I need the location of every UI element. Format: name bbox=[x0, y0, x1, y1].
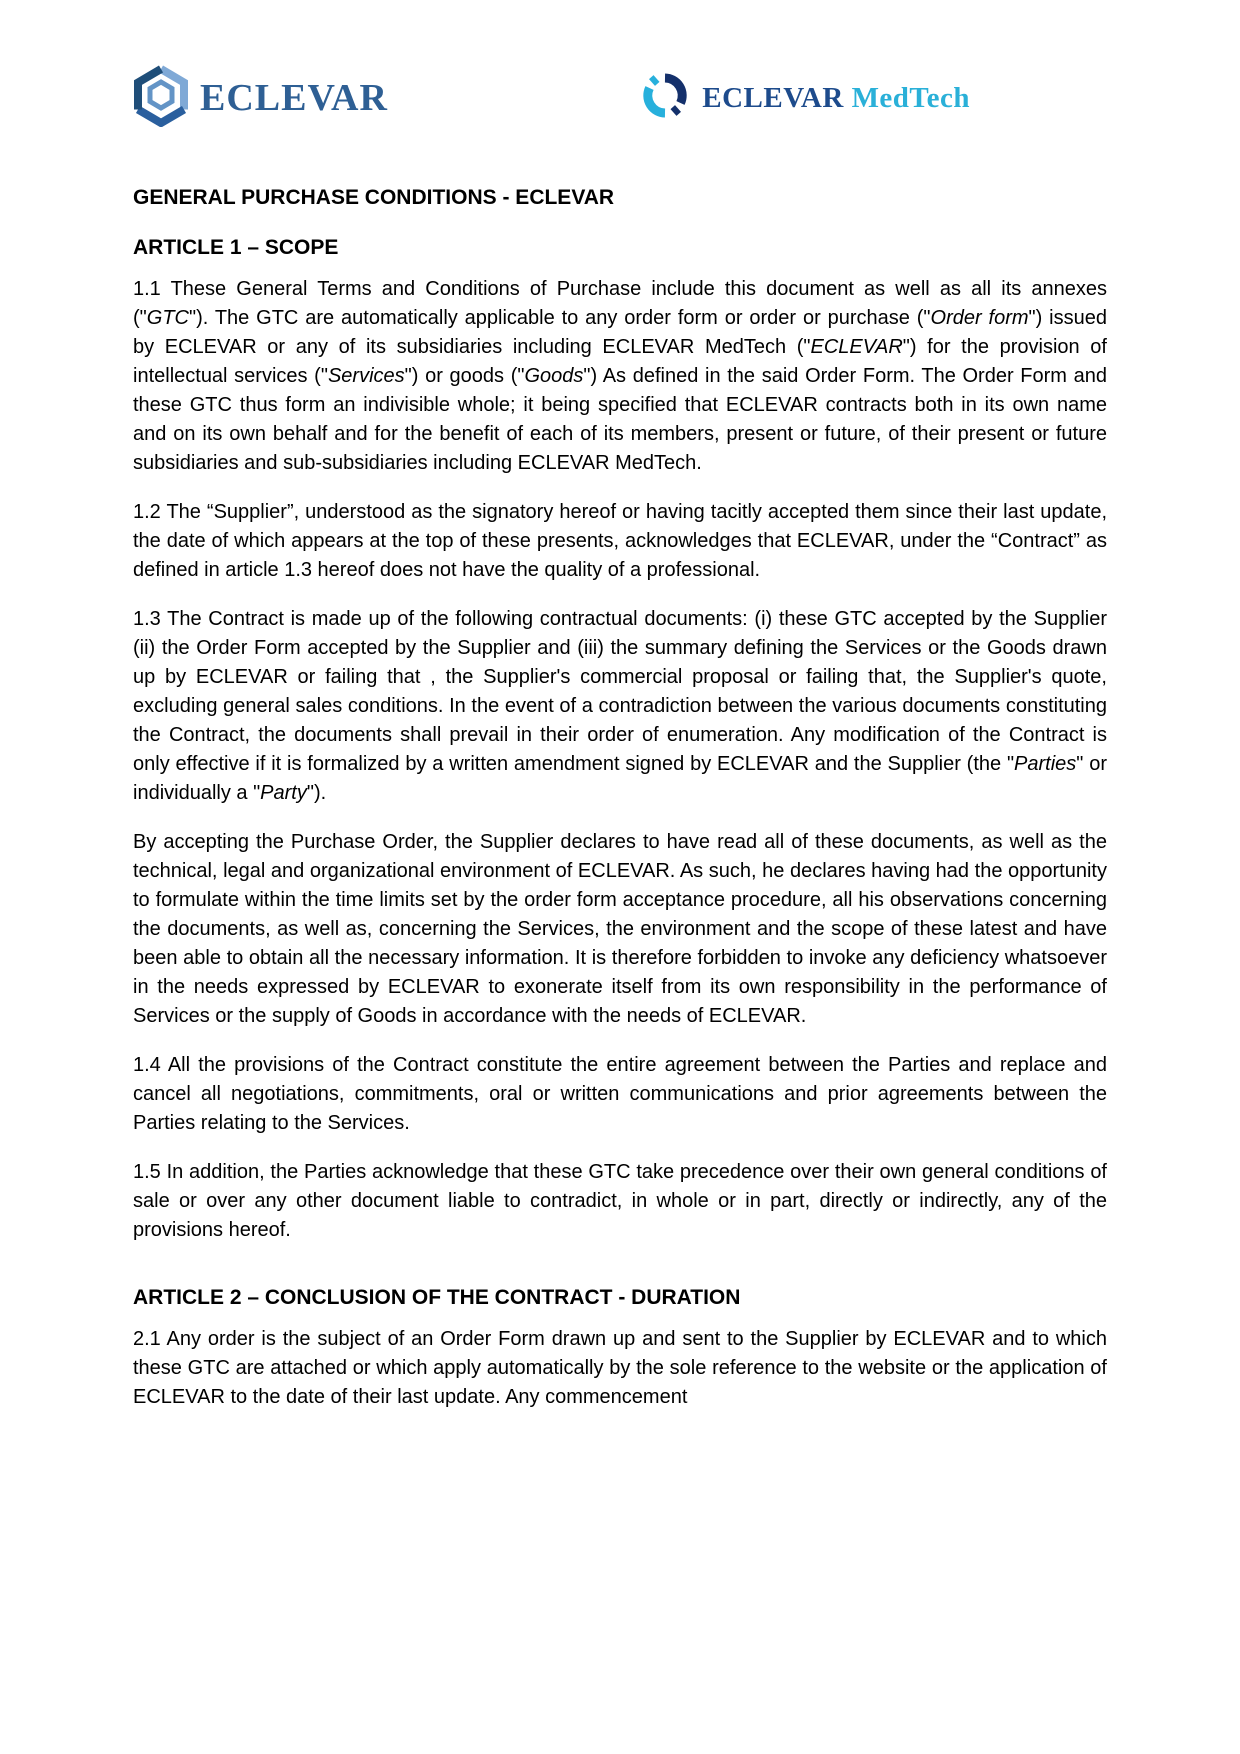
paragraph bbox=[133, 605, 1107, 808]
paragraph-text: 2.1 Any order is the subject of an Order Form drawn up and sent to the Supplier by ECLEVAR and to which these GTC are attached or which apply automatically by the sole reference to the website or the application of ECLEVAR to the date of their last update. Any commencement bbox=[133, 1328, 1107, 1408]
eclevar-logo bbox=[133, 65, 388, 132]
page-header bbox=[133, 70, 1107, 126]
paragraph-text: "). bbox=[306, 782, 327, 804]
paragraph bbox=[133, 1158, 1107, 1245]
brand-primary-text: ECLEVAR bbox=[702, 81, 844, 114]
section-heading: ARTICLE 2 – CONCLUSION OF THE CONTRACT - DURATION bbox=[133, 1286, 741, 1309]
section-heading: ARTICLE 1 – SCOPE bbox=[133, 236, 339, 259]
paragraph-text: 1.3 The Contract is made up of the following contractual documents: (i) these GTC accepted by the Supplier (ii) the Order Form accepted by the Supplier and (iii) the summary defining the Services or the Goods drawn up by ECLEVAR or failing that , the Supplier's commercial proposal or failing that, the Supplier's quote, excluding general sales conditions. In the event of a contradiction between the various documents constituting the Contract, the documents shall prevail in their order of enumeration. Any modification of the Contract is only effective if it is formalized by a written amendment signed by ECLEVAR and the Supplier (the " bbox=[133, 608, 1107, 775]
paragraph bbox=[133, 828, 1107, 1031]
paragraph bbox=[133, 275, 1107, 478]
paragraph-text: 1.1 These General Terms and Conditions of Purchase include this document as well as all its annexes (" bbox=[133, 278, 1107, 329]
paragraph-text: "). The GTC are automatically applicable to any order form or order or purchase (" bbox=[188, 307, 931, 329]
paragraph bbox=[133, 1325, 1107, 1412]
defined-term: Services bbox=[327, 365, 405, 387]
eclevar-medtech-logo-text bbox=[702, 81, 970, 114]
defined-term: GTC bbox=[146, 307, 189, 329]
paragraph-text: ") for the provision of intellectual services (" bbox=[133, 336, 1107, 387]
circular-knot-icon bbox=[642, 72, 688, 124]
defined-term: Parties bbox=[1014, 753, 1077, 775]
paragraph bbox=[133, 1051, 1107, 1138]
eclevar-medtech-logo bbox=[642, 72, 970, 124]
document-title: GENERAL PURCHASE CONDITIONS - ECLEVAR bbox=[133, 186, 615, 209]
document-section bbox=[133, 1283, 1107, 1412]
paragraph-text: ") or goods (" bbox=[404, 365, 525, 387]
defined-term: Order form bbox=[930, 307, 1029, 329]
paragraph-text: By accepting the Purchase Order, the Supplier declares to have read all of these documents, as well as the technical, legal and organizational environment of ECLEVAR. As such, he declares having had the opportunity to formulate within the time limits set by the order form acceptance procedure, all his observations concerning the documents, as well as, concerning the Services, the environment and the scope of these latest and have been able to obtain all the necessary information. It is therefore forbidden to invoke any deficiency whatsoever in the needs expressed by ECLEVAR to exonerate itself from its own responsibility in the performance of Services or the supply of Goods in accordance with the needs of ECLEVAR. bbox=[133, 831, 1107, 1027]
paragraph-text: 1.2 The “Supplier”, understood as the signatory hereof or having tacitly accepted them since their last update, the date of which appears at the top of these presents, acknowledges that ECLEVAR, under the “Contract” as defined in article 1.3 hereof does not have the quality of a professional. bbox=[133, 501, 1107, 581]
paragraph bbox=[133, 498, 1107, 585]
paragraph-text: ") As defined in the said Order Form. The Order Form and these GTC thus form an indivisible whole; it being specified that ECLEVAR contracts both in its own name and on its own behalf and for the benefit of each of its members, present or future, of their present or future subsidiaries and sub-subsidiaries including ECLEVAR MedTech. bbox=[133, 365, 1107, 474]
defined-term: Goods bbox=[524, 365, 584, 387]
paragraph-text: 1.4 All the provisions of the Contract constitute the entire agreement between the Parties and replace and cancel all negotiations, commitments, oral or written communications and prior agreements between the Parties relating to the Services. bbox=[133, 1054, 1107, 1134]
paragraph-text: " or individually a " bbox=[133, 753, 1107, 804]
paragraph-text: ") issued by ECLEVAR or any of its subsidiaries including ECLEVAR MedTech (" bbox=[133, 307, 1107, 358]
document-section bbox=[133, 233, 1107, 1245]
hexagon-cube-icon bbox=[133, 65, 189, 132]
document-body bbox=[133, 233, 1107, 1412]
defined-term: Party bbox=[260, 782, 307, 804]
paragraph-text: 1.5 In addition, the Parties acknowledge that these GTC take precedence over their own general conditions of sale or over any other document liable to contradict, in whole or in part, directly or indirectly, any of the provisions hereof. bbox=[133, 1161, 1107, 1241]
defined-term: ECLEVAR bbox=[810, 336, 903, 358]
eclevar-logo-text: ECLEVAR bbox=[200, 77, 388, 119]
brand-secondary-text: MedTech bbox=[851, 81, 970, 114]
